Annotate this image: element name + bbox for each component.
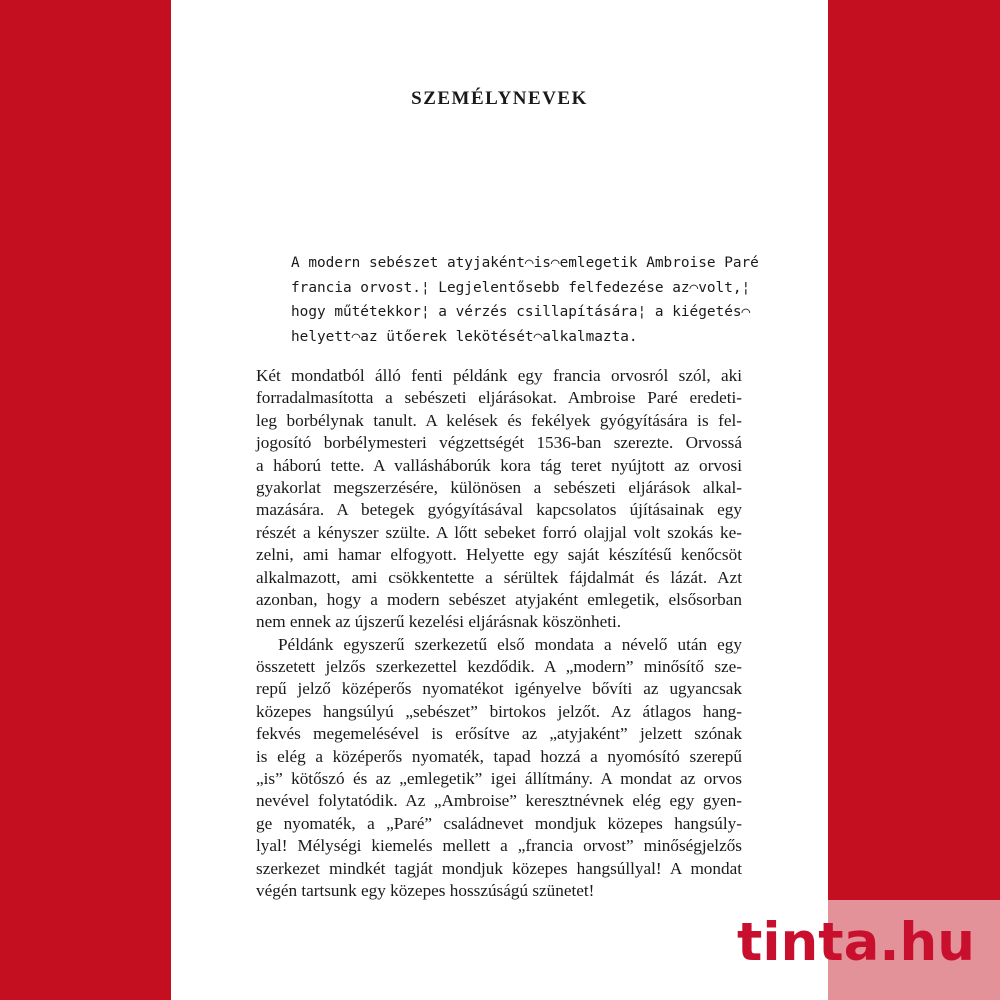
body-line: lyal! Mélységi kiemelés mellett a „francia orvost” minőségjelzős (256, 836, 742, 856)
example-line: francia orvost.¦ Legjelentősebb felfedezése az⌒volt,¦ (291, 279, 751, 296)
body-line: leg borbélynak tanult. A kelések és fekélyek gyógyítására is fel- (256, 410, 742, 430)
example-block (291, 251, 759, 349)
body-line: Két mondatból álló fenti példánk egy francia orvosról szól, aki (256, 366, 742, 385)
body-line: azonban, hogy a modern sebészet atyjaként emlegetik, elsősorban (256, 589, 742, 609)
body-line: alkalmazott, ami csökkentette a sérültek fájdalmát és lázát. Azt (256, 567, 742, 587)
body-line: repű jelző középerős nyomatékot igényelve bővíti az ugyancsak (256, 679, 742, 699)
body-line: gyakorlat megszerzésére, különösen a sebészeti eljárások alkal- (256, 477, 742, 497)
book-page (171, 0, 828, 1000)
body-line: szerkezet mindkét tagját mondjuk közepes hangsúllyal! A mondat (256, 858, 742, 878)
body-line: zelni, ami hamar elfogyott. Helyette egy saját készítésű kenőcsöt (256, 545, 742, 565)
body-line: végén tartsunk egy közepes hosszúságú szünetet! (256, 880, 595, 900)
body-line: részét a kényszer szülte. A lőtt sebeket forró olajjal volt szokás ke- (256, 522, 742, 542)
body-line: Példánk egyszerű szerkezetű első mondata a névelő után egy (278, 634, 742, 654)
body-line: a háború tette. A vallásháborúk kora tág teret nyújtott az orvosi (256, 455, 742, 475)
body-line: közepes hangsúlyú „sebészet” birtokos jelzőt. Az átlagos hang- (256, 701, 742, 721)
body-line: fekvés megemelésével is erősítve az „atyjaként” jelzett szónak (256, 724, 742, 744)
watermark-logo: tinta.hu (737, 912, 975, 973)
body-line: nevével folytatódik. Az „Ambroise” keresztnévnek elég egy gyen- (256, 791, 742, 811)
body-line: „is” kötőszó és az „emlegetik” igei állítmány. A mondat az orvos (256, 769, 742, 789)
body-line: jogosító borbélymesteri végzettségét 1536-ban szerezte. Orvossá (256, 433, 742, 453)
body-line: összetett jelzős szerkezettel kezdődik. A „modern” minősítő sze- (256, 657, 742, 677)
body-line: forradalmasította a sebészeti eljárásokat. Ambroise Paré eredeti- (256, 388, 742, 408)
body-line: mazására. A betegek gyógyításával kapcsolatos újításainak egy (256, 500, 742, 520)
body-text (256, 365, 742, 902)
example-line: A modern sebészet atyjaként⌒is⌒emlegetik Ambroise Paré (291, 255, 759, 271)
body-line: ge nyomaték, a „Paré” családnevet mondjuk közepes hangsúly- (256, 813, 742, 833)
body-line: nem ennek az újszerű kezelési eljárásnak köszönheti. (256, 612, 622, 632)
example-line: helyett⌒az ütőerek lekötését⌒alkalmazta. (291, 328, 638, 345)
page-heading: SZEMÉLYNEVEK (411, 88, 588, 109)
example-line: hogy műtétekkor¦ a vérzés csillapítására¦ a kiégetés⌒ (291, 304, 751, 320)
body-line: is elég a középerős nyomaték, tapad hozzá a nyomósító szerepű (256, 746, 742, 766)
